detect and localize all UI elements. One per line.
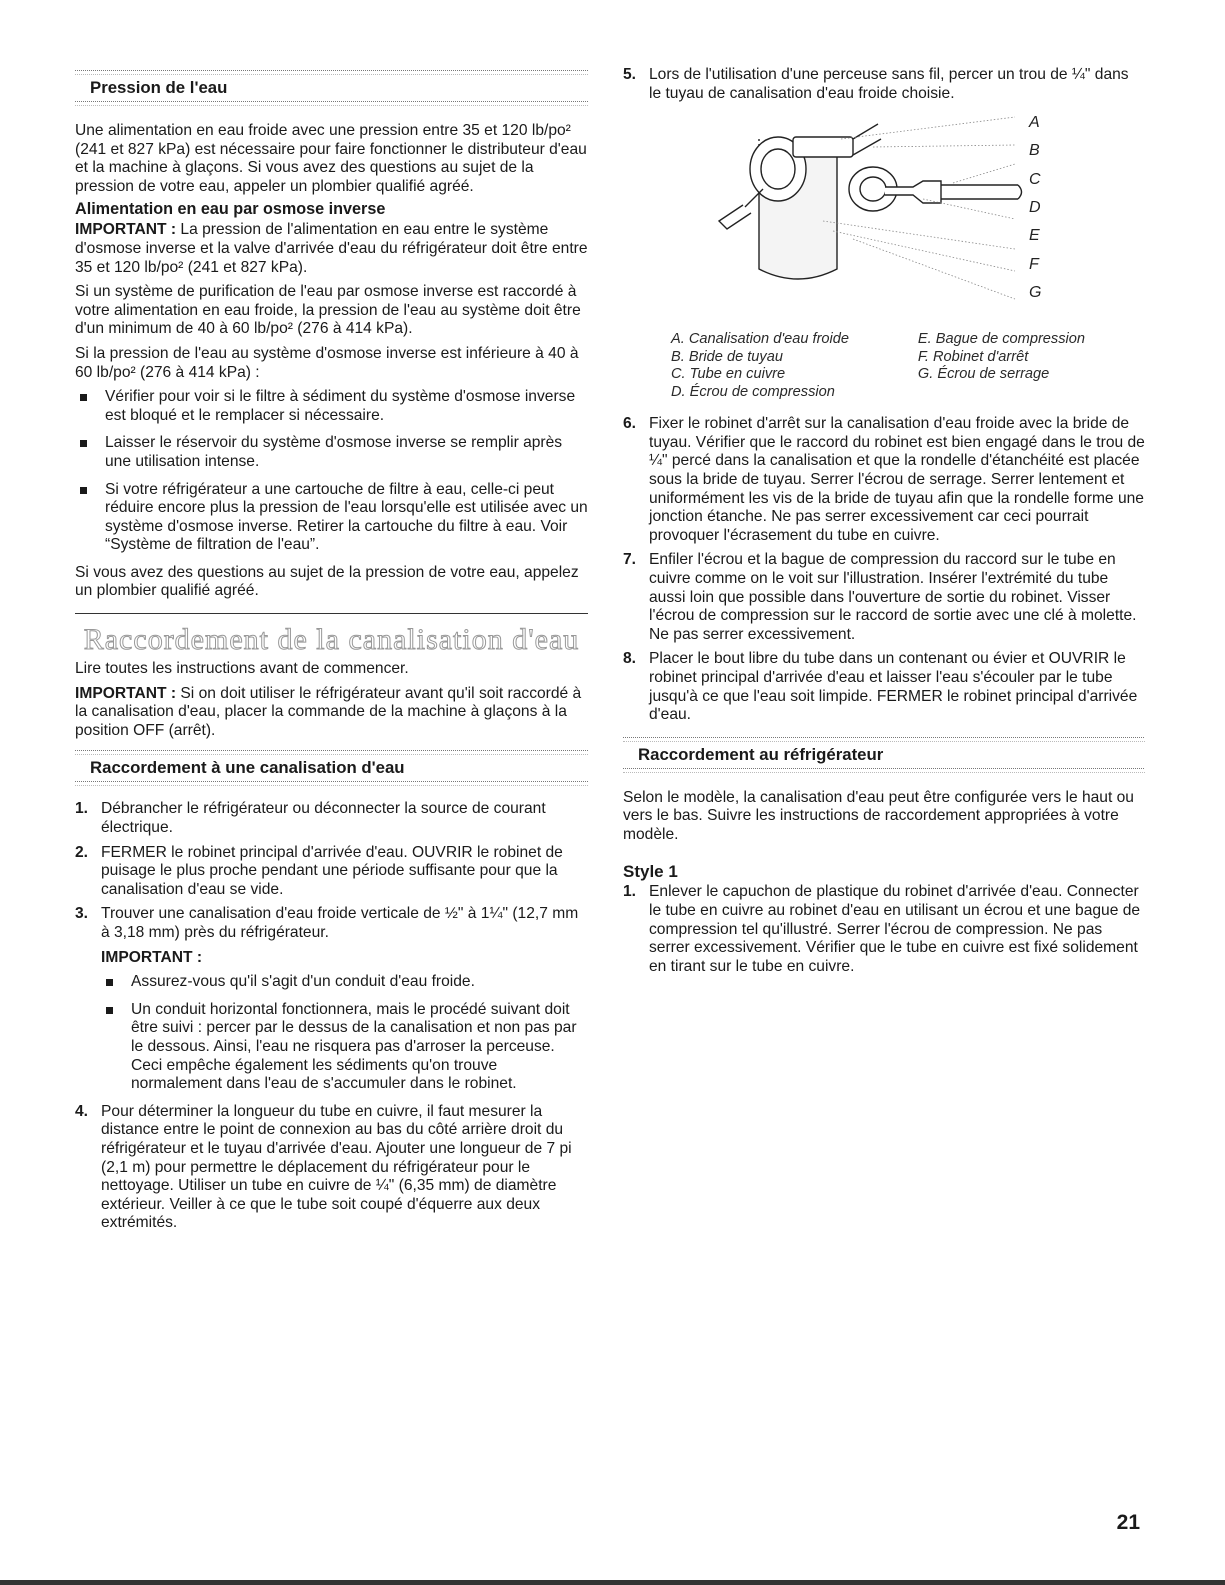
list-item: Si votre réfrigérateur a une cartouche de filtre à eau, celle-ci peut réduire encore plus la pression de l'eau lorsqu'elle est utilisée avec un système d'osmose inverse. Retirer la cartouche du filtre à eau. Voir “Système de filtration de l'eau”. (75, 481, 588, 555)
heading-canalisation: Raccordement à une canalisation d'eau (90, 758, 405, 778)
list-item: Vérifier pour voir si le filtre à sédiment du système d'osmose inverse est bloqué et le remplacer si nécessaire. (75, 388, 588, 425)
step-item: 1. Débrancher le réfrigérateur ou déconnecter la source de courant électrique. (75, 800, 546, 837)
step-item: 6. Fixer le robinet d'arrêt sur la canalisation d'eau froide avec la bride de tuyau. Vérifier que le raccord du robinet est bien engagé dans le trou de ¼" percé dans la canalisation et que la rondelle d'étanchéité est placée sous la bride de tuyau. Serrer l'écrou de serrage. Serrer lentement et uniformément les vis de la bride de tuyau afin que la rondelle forme une jonction étanche. Ne pas serrer excessivement car ceci pourrait provoquer l'écrasement du tube en cuivre. (623, 415, 1145, 544)
heading-style-1: Style 1 (623, 862, 678, 882)
style1-steps (623, 883, 1145, 976)
osmose-para4: Si vous avez des questions au sujet de la pression de votre eau, appelez un plombier qualifié agréé. (75, 563, 579, 600)
rule (623, 737, 1145, 742)
list-item: Un conduit horizontal fonctionnera, mais le procédé suivant doit être suivi : percer par le dessus de la canalisation et non pas par le dessous. Ainsi, l'eau ne risquera pas d'arroser la perceuse. Ceci empêche également les sédiments qu'on trouve normalement dans l'eau de s'accumuler dans le robinet. (101, 1001, 588, 1094)
osmose-para2: Si un système de purification de l'eau par osmose inverse est raccordé à votre alimentation en eau froide, la pression de l'eau au système doit être d'un minimum de 40 à 60 lb/po² (276 à 414 kPa). (75, 283, 581, 338)
osmose-para3: Si la pression de l'eau au système d'osmose inverse est inférieure à 40 à 60 lb/po² (276 à 414 kPa) : (75, 344, 579, 381)
figure-legend (623, 331, 1145, 401)
steps-6-8 (623, 415, 1145, 725)
canalisation-steps (75, 800, 588, 1232)
page-number: 21 (1116, 1511, 1140, 1534)
section-title-raccordement: Raccordement de la canalisation d'eau (83, 623, 580, 657)
step-item: 7. Enfiler l'écrou et la bague de compression du raccord sur le tube en cuivre comme on le voit sur l'illustration. Insérer l'extrémité du tube aussi loin que possible dans l'ouverture de sortie du robinet. Visser l'écrou de compression sur le raccord de sortie avec une clé à molette. Ne pas serrer excessivement. (623, 551, 1137, 643)
valve-diagram-svg (623, 109, 1145, 319)
figure-callout-letters: A B C D E F G (1029, 114, 1042, 301)
rule (75, 750, 588, 755)
raccordement-important: IMPORTANT : Si on doit utiliser le réfrigérateur avant qu'il soit raccordé à la canalisation d'eau, placer la commande de la machine à glaçons à la position OFF (arrêt). (75, 684, 582, 739)
step3-important-label: IMPORTANT : (101, 948, 203, 966)
step-item: 8. Placer le bout libre du tube dans un contenant ou évier et OUVRIR le robinet principal d'arrivée d'eau et laisser l'eau s'écouler par le tube jusqu'à ce que l'eau soit limpide. FERMER le robinet principal d'arrivée d'eau. (623, 650, 1138, 724)
step-item: 1. Enlever le capuchon de plastique du robinet d'arrivée d'eau. Connecter le tube en cuivre au robinet d'eau en utilisant un écrou et une bague de compression tel qu'illustré. Serrer l'écrou de compression. Ne pas serrer excessivement. Vérifier que le tube en cuivre est fixé solidement en tirant sur le tube en cuivre. (623, 883, 1141, 975)
left-column (75, 0, 588, 1239)
step-item: 3. Trouver une canalisation d'eau froide verticale de ½" à 1¼" (12,7 mm à 3,18 mm) près du réfrigérateur. IMPORTANT : Assurez-vous qu'il s'agit d'un conduit d'eau froide. Un conduit horizontal fonctionnera, mais le procédé suivant doit être suivi : percer par le dessus de la canalisation et non pas par le dessous. Ainsi, l'eau ne risquera pas d'arroser la perceuse. Ceci empêche également les sédiments qu'on trouve normalement dans l'eau de s'accumuler dans le robinet. (75, 905, 588, 1093)
rule (75, 70, 588, 75)
step-item: 5. Lors de l'utilisation d'une perceuse sans fil, percer un trou de ¼" dans le tuyau de canalisation d'eau froide choisie. (623, 66, 1129, 102)
right-column (623, 0, 1145, 982)
legend-column-right: E. Bague de compression F. Robinet d'arrêt G. Écrou de serrage (917, 331, 1085, 383)
pression-paragraph: Une alimentation en eau froide avec une pression entre 35 et 120 lb/po² (241 et 827 kPa) est nécessaire pour faire fonctionner le distributeur d'eau et la machine à glaçons. Si vous avez des questions au sujet de la pression de votre eau, appeler un plombier qualifié agréé. (75, 122, 587, 195)
heading-refrigerateur: Raccordement au réfrigérateur (638, 744, 884, 764)
valve-illustration (623, 109, 1145, 319)
raccordement-intro: Lire toutes les instructions avant de commencer. (75, 660, 409, 678)
osmose-important: IMPORTANT : La pression de l'alimentation en eau entre le système d'osmose inverse et la valve d'arrivée d'eau du réfrigérateur doit être entre 35 et 120 lb/po² (241 et 827 kPa). (75, 221, 588, 276)
heading-osmose: Alimentation en eau par osmose inverse (75, 200, 386, 219)
step-item: 4. Pour déterminer la longueur du tube en cuivre, il faut mesurer la distance entre le point de connexion au bas du côté arrière droit du réfrigérateur et le tuyau d'arrivée d'eau. Ajouter une longueur de 7 pi (2,1 m) pour permettre le déplacement du réfrigérateur pour le nettoyage. Utiliser un tube en cuivre de ¼" (6,35 mm) de diamètre extérieur. Veiller à ce que le tube soit coupé d'équerre aux deux extrémités. (75, 1102, 572, 1232)
section-divider (75, 613, 588, 614)
legend-column-left: A. Canalisation d'eau froide B. Bride de tuyau C. Tube en cuivre D. Écrou de compression (671, 331, 850, 400)
list-item: Laisser le réservoir du système d'osmose inverse se remplir après une utilisation intense. (75, 434, 588, 471)
step3-bullet-list (101, 973, 588, 1094)
step-item: 2. FERMER le robinet principal d'arrivée d'eau. OUVRIR le robinet de puisage le plus proche pendant une période suffisante pour que la canalisation d'eau se vide. (75, 843, 563, 898)
step5-list (623, 66, 1145, 103)
list-item: Assurez-vous qu'il s'agit d'un conduit d'eau froide. (101, 973, 588, 992)
osmose-bullet-list (75, 388, 588, 555)
heading-pression: Pression de l'eau (90, 78, 228, 97)
refrig-paragraph: Selon le modèle, la canalisation d'eau peut être configurée vers le haut ou vers le bas. Suivre les instructions de raccordement appropriées à votre modèle. (623, 788, 1134, 843)
bottom-edge-bar (0, 1580, 1225, 1585)
